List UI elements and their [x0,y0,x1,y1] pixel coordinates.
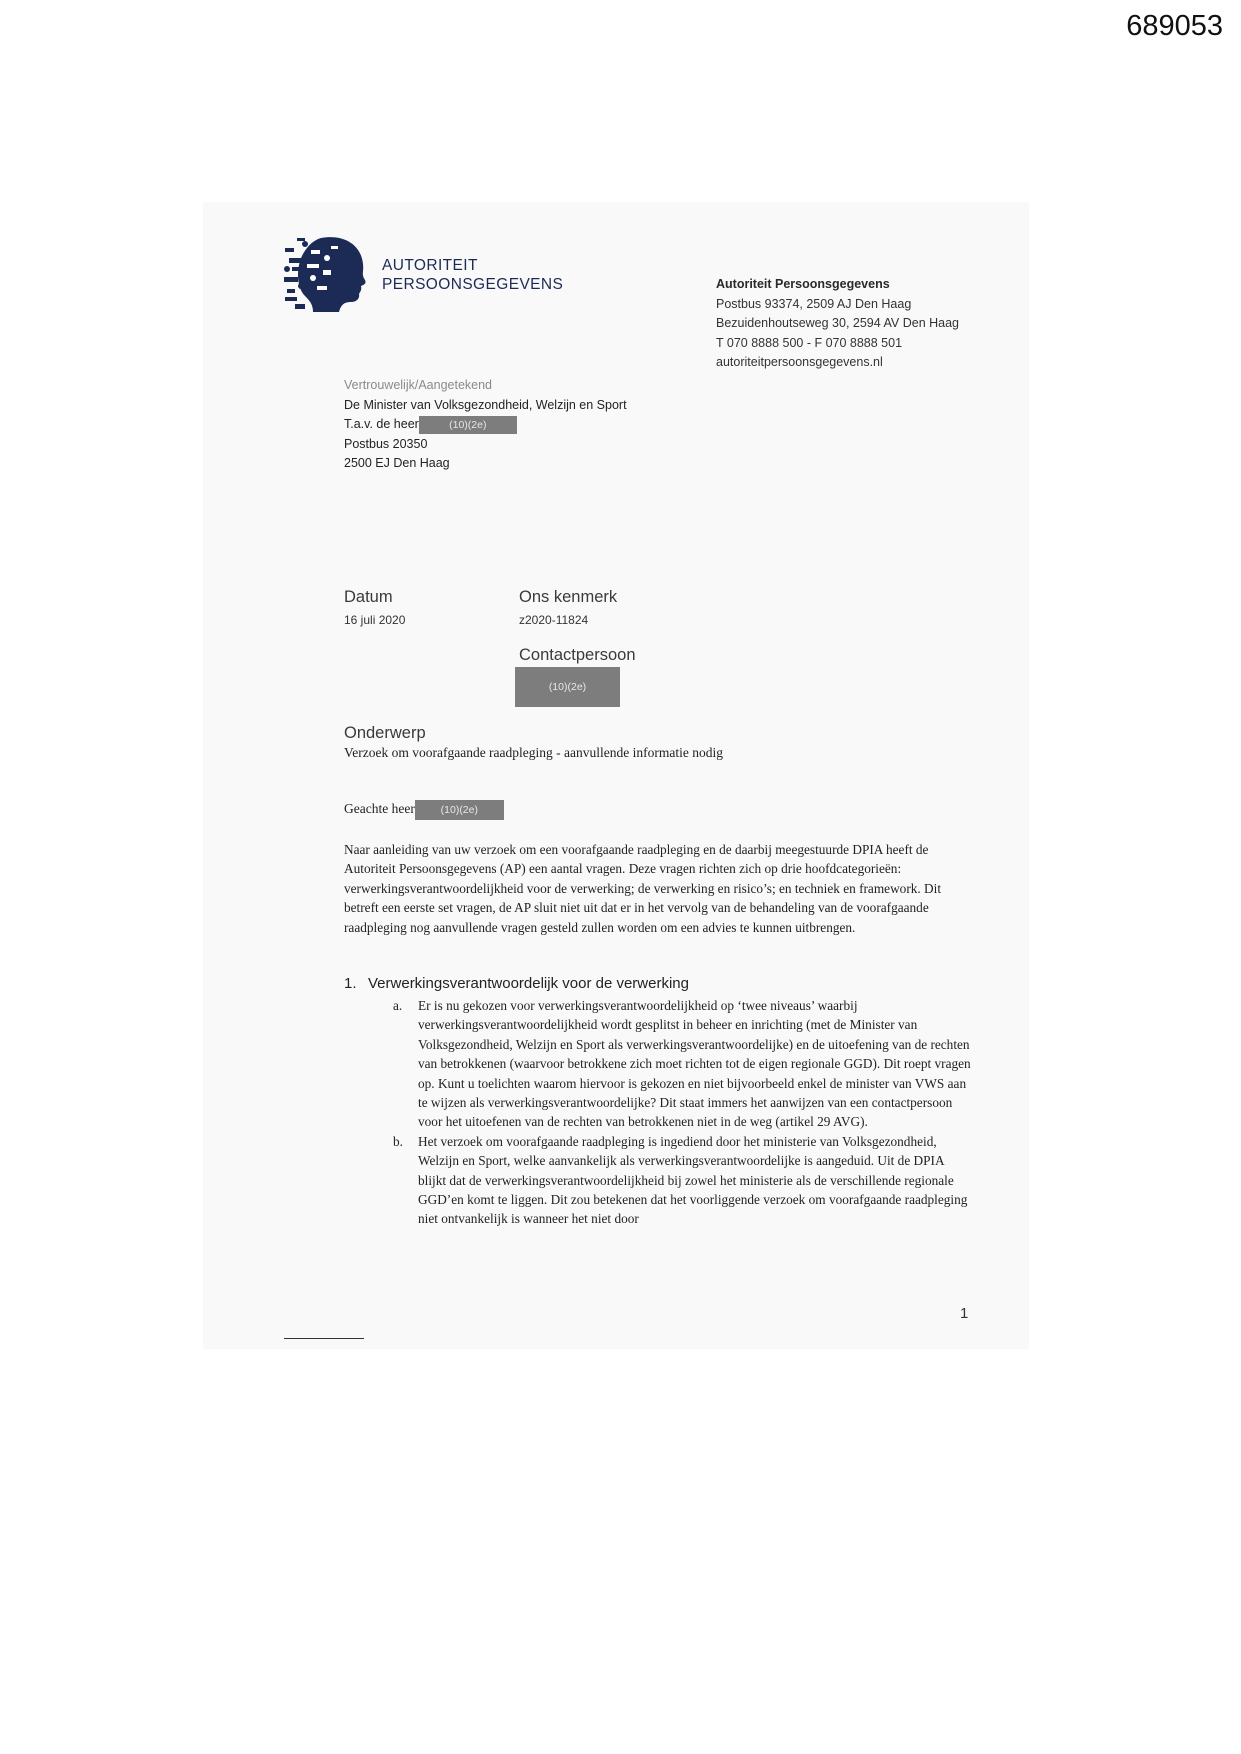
recipient-line-3: Postbus 20350 [344,436,428,451]
salutation-text: Geachte heer [344,801,415,817]
recipient-attn-prefix: T.a.v. de heer [344,417,419,431]
contact-label: Contactpersoon [519,646,636,664]
document-number: 689053 [1126,10,1223,42]
list-item-text: Er is nu gekozen voor verwerkingsverantwoordelijkheid op ‘twee niveaus’ waarbij verwerkingsverantwoordelijkheid wordt gesplitst in beheer en inrichting (met de Minister van Volksgezondheid, Welzijn en Sport als verwerkingsverantwoordelijke) en de uitoefening van de rechten van betrokkenen (waarvoor betrokkene zich moet richten tot de eigen regionale GGD). Dit roept vragen op. Kunt u toelichten waarom hiervoor is gekozen en niet bijvoorbeeld enkel de minister van VWS aan te wijzen als verwerkingsverantwoordelijke? Dit staat immers het aanwijzen van een contactpersoon voor het uitoefenen van de rechten van betrokkenen niet in de weg (artikel 29 AVG). [418,998,971,1130]
list-item-marker: b. [393,1133,403,1149]
subject-label: Onderwerp [344,724,426,742]
ap-logo-icon [283,234,373,316]
recipient-attn [344,415,627,435]
list-item [393,996,973,1132]
recipient-line-1: De Minister van Volksgezondheid, Welzijn en Sport [344,397,627,412]
list-item-marker: a. [393,998,403,1013]
contact-redaction-box: (10)(2e) [515,667,620,707]
salutation-redaction-box: (10)(2e) [415,800,504,820]
reference-value: z2020-11824 [519,613,589,627]
list-item-text: Het verzoek om voorafgaande raadpleging is ingediend door het ministerie van Volksgezondheid, Welzijn en Sport, welke aanvankelijk als verwerkingsverantwoordelijke is aangeduid. Uit de DPIA blijkt dat de verwerkingsverantwoordelijkheid bij zowel het ministerie als de verschillende regionale GGD’en komt te liggen. Dit zou betekenen dat het voorliggende verzoek om voorafgaande raadpleging niet ontvankelijk is wanneer het niet door [418,1133,968,1227]
redaction-box: (10)(2e) [419,416,517,434]
date-label: Datum [344,588,393,606]
sender-street: Bezuidenhoutseweg 30, 2594 AV Den Haag [716,316,960,330]
reference-label: Ons kenmerk [519,588,618,606]
sender-phone: T 070 8888 500 - F 070 8888 501 [716,335,903,350]
list-item [393,1132,973,1229]
recipient-line-4: 2500 EJ Den Haag [344,456,450,470]
logo-line-1: AUTORITEIT [382,257,478,274]
page-number: 1 [960,1305,969,1322]
sender-postbus: Postbus 93374, 2509 AJ Den Haag [716,296,912,311]
subject-value: Verzoek om voorafgaande raadpleging - aanvullende informatie nodig [344,745,723,760]
sender-name: Autoriteit Persoonsgegevens [716,277,890,291]
logo-wordmark [382,256,563,294]
section-1-title: Verwerkingsverantwoordelijk voor de verwerking [368,975,689,992]
section-1-heading [344,975,689,992]
date-value: 16 juli 2020 [344,613,406,627]
sender-website: autoriteitpersoonsgegevens.nl [716,355,883,369]
recipient-address [344,376,627,474]
confidential-label: Vertrouwelijk/Aangetekend [344,378,493,392]
section-1-number: 1. [344,975,357,992]
footnote-separator [284,1338,364,1339]
logo-line-2: PERSOONSGEGEVENS [382,276,564,293]
section-1-items [393,996,973,1229]
sender-address [716,275,959,373]
salutation [344,800,504,820]
intro-paragraph: Naar aanleiding van uw verzoek om een voorafgaande raadpleging en de daarbij meegestuurde DPIA heeft de Autoriteit Persoonsgegevens (AP) een aantal vragen. Deze vragen richten zich op drie hoofdcategorieën: verwerkingsverantwoordelijkheid voor de verwerking; de verwerking en risico’s; en techniek en framework. Dit betreft een eerste set vragen, de AP sluit niet uit dat er in het vervolg van de behandeling van de voorafgaande raadpleging nog aanvullende vragen gesteld zullen worden om een advies te kunnen uitbrengen. [344,842,942,935]
